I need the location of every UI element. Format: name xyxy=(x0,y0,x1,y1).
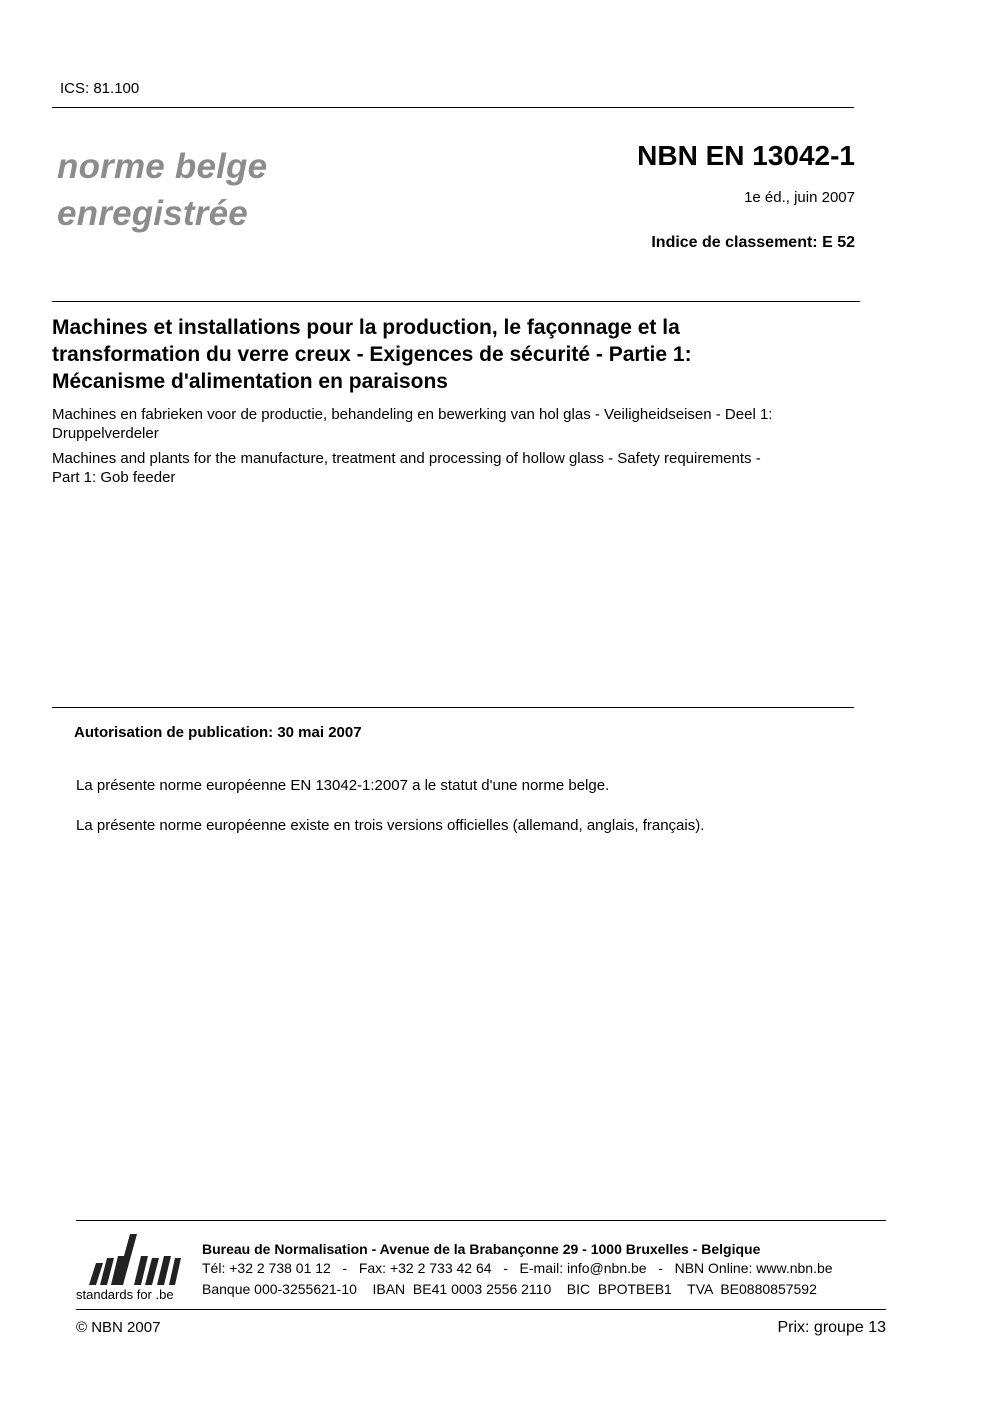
price-group: Prix: groupe 13 xyxy=(777,1319,886,1336)
footer-divider xyxy=(76,1220,886,1221)
title-english xyxy=(52,449,862,487)
brand-title xyxy=(57,143,267,237)
title-dutch-line-1: Machines en fabrieken voor de productie, behandeling en bewerking van hol glas - Veiligheidseisen - Deel 1: xyxy=(52,406,773,423)
title-english-line-1: Machines and plants for the manufacture, treatment and processing of hollow glass - Safety requirements - xyxy=(52,450,761,467)
copyright-divider xyxy=(76,1309,886,1310)
title-divider xyxy=(52,301,860,302)
title-french xyxy=(52,314,842,395)
publication-authorization: Autorisation de publication: 30 mai 2007 xyxy=(74,724,362,741)
classification-index: Indice de classement: E 52 xyxy=(651,234,855,251)
brand-line-1: norme belge xyxy=(57,147,268,186)
footer-contacts: Tél: +32 2 738 01 12 - Fax: +32 2 733 42 64 - E-mail: info@nbn.be - NBN Online: www.nbn.be xyxy=(202,1260,833,1276)
versions-paragraph: La présente norme européenne existe en trois versions officielles (allemand, anglais, français). xyxy=(76,817,705,834)
footer-bank-details: Banque 000-3255621-10 IBAN BE41 0003 2556 2110 BIC BPOTBEB1 TVA BE0880857592 xyxy=(202,1281,817,1297)
title-french-line-3: Mécanisme d'alimentation en paraisons xyxy=(52,370,448,393)
footer-address: Bureau de Normalisation - Avenue de la Brabançonne 29 - 1000 Bruxelles - Belgique xyxy=(202,1241,761,1257)
standard-code: NBN EN 13042-1 xyxy=(637,140,855,171)
edition-date: 1e éd., juin 2007 xyxy=(744,189,855,206)
title-french-line-2: transformation du verre creux - Exigences de sécurité - Partie 1: xyxy=(52,343,692,366)
title-english-line-2: Part 1: Gob feeder xyxy=(52,469,176,486)
status-paragraph: La présente norme européenne EN 13042-1:2007 a le statut d'une norme belge. xyxy=(76,777,610,794)
brand-line-2: enregistrée xyxy=(57,194,248,233)
body-divider xyxy=(52,707,854,708)
header-divider xyxy=(52,107,854,108)
logo-tagline: standards for .be xyxy=(76,1287,174,1302)
ics-code: ICS: 81.100 xyxy=(60,80,140,97)
title-dutch-line-2: Druppelverdeler xyxy=(52,425,159,442)
title-french-line-1: Machines et installations pour la production, le façonnage et la xyxy=(52,316,680,339)
copyright: © NBN 2007 xyxy=(76,1319,161,1336)
title-dutch xyxy=(52,405,862,443)
